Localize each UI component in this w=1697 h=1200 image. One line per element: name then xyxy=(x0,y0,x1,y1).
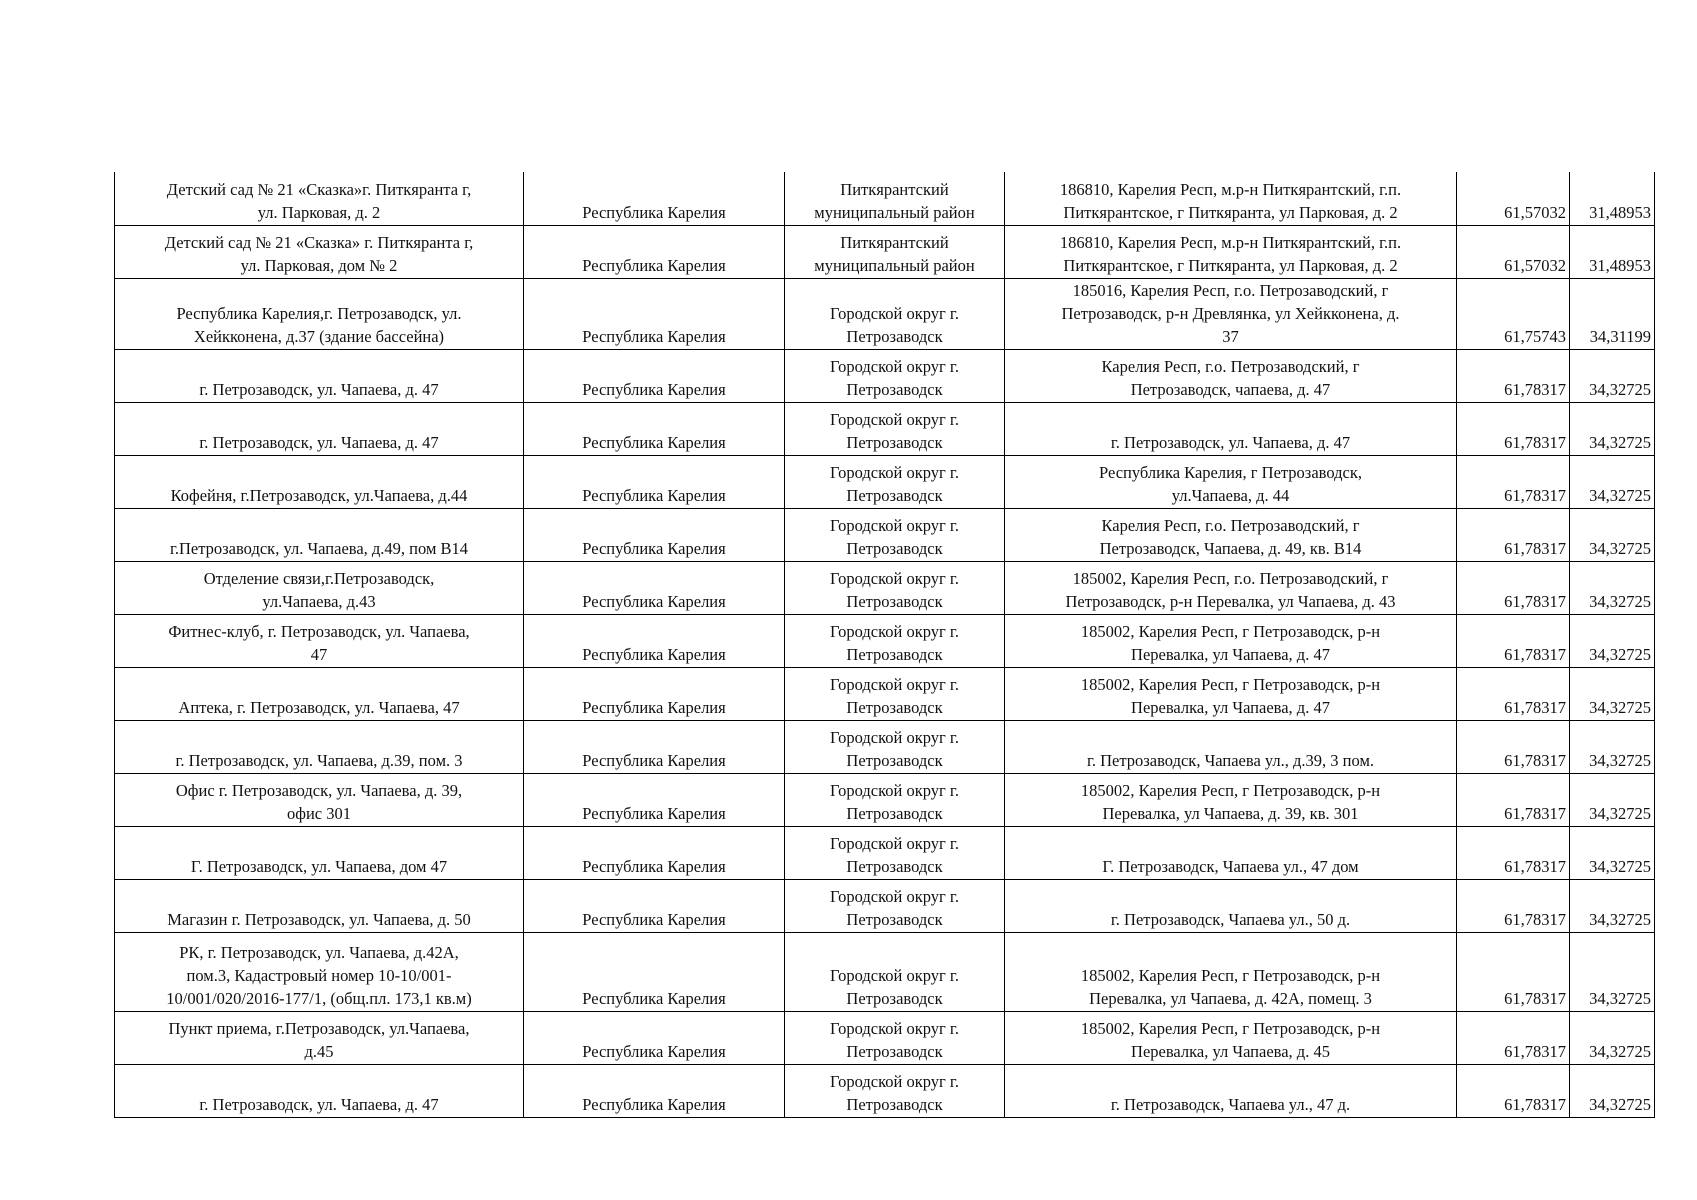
table-row xyxy=(115,932,1655,1011)
municipality-cell: Городской округ г. Петрозаводск xyxy=(785,879,1005,932)
latitude-cell: 61,78317 xyxy=(1457,349,1570,402)
region-cell: Республика Карелия xyxy=(524,172,785,225)
latitude-cell: 61,78317 xyxy=(1457,455,1570,508)
municipality-cell: Городской округ г. Петрозаводск xyxy=(785,773,1005,826)
table-row xyxy=(115,278,1655,349)
table-row xyxy=(115,1064,1655,1117)
object-name-cell: г. Петрозаводск, ул. Чапаева, д. 47 xyxy=(115,402,524,455)
table-row xyxy=(115,172,1655,225)
table-row xyxy=(115,1011,1655,1064)
municipality-cell: Питкярантский муниципальный район xyxy=(785,225,1005,278)
table-body xyxy=(115,172,1655,1117)
object-name-cell: Пункт приема, г.Петрозаводск, ул.Чапаева, д.45 xyxy=(115,1011,524,1064)
object-name-cell: г. Петрозаводск, ул. Чапаева, д. 47 xyxy=(115,349,524,402)
object-name-cell: Республика Карелия,г. Петрозаводск, ул. Хейкконена, д.37 (здание бассейна) xyxy=(115,278,524,349)
object-name-cell: Аптека, г. Петрозаводск, ул. Чапаева, 47 xyxy=(115,667,524,720)
table-row xyxy=(115,402,1655,455)
object-name-cell: Детский сад № 21 «Сказка» г. Питкяранта г, ул. Парковая, дом № 2 xyxy=(115,225,524,278)
table-row xyxy=(115,349,1655,402)
municipality-cell: Городской округ г. Петрозаводск xyxy=(785,826,1005,879)
region-cell: Республика Карелия xyxy=(524,667,785,720)
longitude-cell: 34,32725 xyxy=(1570,667,1655,720)
address-cell: Карелия Респ, г.о. Петрозаводский, г Петрозаводск, Чапаева, д. 49, кв. В14 xyxy=(1005,508,1457,561)
longitude-cell: 31,48953 xyxy=(1570,225,1655,278)
latitude-cell: 61,75743 xyxy=(1457,278,1570,349)
region-cell: Республика Карелия xyxy=(524,932,785,1011)
region-cell: Республика Карелия xyxy=(524,349,785,402)
object-name-cell: г.Петрозаводск, ул. Чапаева, д.49, пом В14 xyxy=(115,508,524,561)
region-cell: Республика Карелия xyxy=(524,614,785,667)
object-name-cell: Детский сад № 21 «Сказка»г. Питкяранта г, ул. Парковая, д. 2 xyxy=(115,172,524,225)
address-table xyxy=(114,172,1655,1118)
address-cell: 186810, Карелия Респ, м.р-н Питкярантский, г.п. Питкярантское, г Питкяранта, ул Парковая, д. 2 xyxy=(1005,172,1457,225)
longitude-cell: 34,32725 xyxy=(1570,826,1655,879)
address-cell: Карелия Респ, г.о. Петрозаводский, г Петрозаводск, чапаева, д. 47 xyxy=(1005,349,1457,402)
object-name-cell: г. Петрозаводск, ул. Чапаева, д.39, пом. 3 xyxy=(115,720,524,773)
longitude-cell: 34,32725 xyxy=(1570,561,1655,614)
latitude-cell: 61,78317 xyxy=(1457,402,1570,455)
table-row xyxy=(115,614,1655,667)
municipality-cell: Городской округ г. Петрозаводск xyxy=(785,455,1005,508)
latitude-cell: 61,78317 xyxy=(1457,720,1570,773)
object-name-cell: Кофейня, г.Петрозаводск, ул.Чапаева, д.44 xyxy=(115,455,524,508)
municipality-cell: Городской округ г. Петрозаводск xyxy=(785,561,1005,614)
table-row xyxy=(115,773,1655,826)
address-cell: Г. Петрозаводск, Чапаева ул., 47 дом xyxy=(1005,826,1457,879)
latitude-cell: 61,78317 xyxy=(1457,1011,1570,1064)
table-row xyxy=(115,455,1655,508)
object-name-cell: г. Петрозаводск, ул. Чапаева, д. 47 xyxy=(115,1064,524,1117)
municipality-cell: Городской округ г. Петрозаводск xyxy=(785,720,1005,773)
region-cell: Республика Карелия xyxy=(524,225,785,278)
region-cell: Республика Карелия xyxy=(524,1011,785,1064)
table-row xyxy=(115,508,1655,561)
table-row xyxy=(115,225,1655,278)
latitude-cell: 61,78317 xyxy=(1457,561,1570,614)
region-cell: Республика Карелия xyxy=(524,720,785,773)
municipality-cell: Городской округ г. Петрозаводск xyxy=(785,1011,1005,1064)
latitude-cell: 61,78317 xyxy=(1457,773,1570,826)
table-row xyxy=(115,720,1655,773)
longitude-cell: 34,32725 xyxy=(1570,614,1655,667)
region-cell: Республика Карелия xyxy=(524,455,785,508)
object-name-cell: РК, г. Петрозаводск, ул. Чапаева, д.42А, пом.3, Кадастровый номер 10-10/001- 10/001/020/2016-177/1, (общ.пл. 173,1 кв.м) xyxy=(115,932,524,1011)
region-cell: Республика Карелия xyxy=(524,402,785,455)
longitude-cell: 34,32725 xyxy=(1570,720,1655,773)
object-name-cell: Фитнес-клуб, г. Петрозаводск, ул. Чапаева, 47 xyxy=(115,614,524,667)
longitude-cell: 34,32725 xyxy=(1570,455,1655,508)
object-name-cell: Г. Петрозаводск, ул. Чапаева, дом 47 xyxy=(115,826,524,879)
address-cell: г. Петрозаводск, Чапаева ул., д.39, 3 пом. xyxy=(1005,720,1457,773)
table-row xyxy=(115,667,1655,720)
region-cell: Республика Карелия xyxy=(524,1064,785,1117)
region-cell: Республика Карелия xyxy=(524,879,785,932)
municipality-cell: Городской округ г. Петрозаводск xyxy=(785,932,1005,1011)
longitude-cell: 34,32725 xyxy=(1570,773,1655,826)
region-cell: Республика Карелия xyxy=(524,773,785,826)
address-cell: 185002, Карелия Респ, г.о. Петрозаводский, г Петрозаводск, р-н Перевалка, ул Чапаева, д. 43 xyxy=(1005,561,1457,614)
latitude-cell: 61,57032 xyxy=(1457,225,1570,278)
longitude-cell: 34,32725 xyxy=(1570,1064,1655,1117)
longitude-cell: 34,31199 xyxy=(1570,278,1655,349)
address-cell: 185002, Карелия Респ, г Петрозаводск, р-н Перевалка, ул Чапаева, д. 47 xyxy=(1005,667,1457,720)
object-name-cell: Отделение связи,г.Петрозаводск, ул.Чапаева, д.43 xyxy=(115,561,524,614)
address-cell: Республика Карелия, г Петрозаводск, ул.Чапаева, д. 44 xyxy=(1005,455,1457,508)
table-row xyxy=(115,826,1655,879)
latitude-cell: 61,78317 xyxy=(1457,614,1570,667)
latitude-cell: 61,78317 xyxy=(1457,508,1570,561)
longitude-cell: 34,32725 xyxy=(1570,349,1655,402)
address-cell: 185016, Карелия Респ, г.о. Петрозаводский, г Петрозаводск, р-н Древлянка, ул Хейкконена, д. 37 xyxy=(1005,278,1457,349)
address-cell: г. Петрозаводск, Чапаева ул., 47 д. xyxy=(1005,1064,1457,1117)
longitude-cell: 34,32725 xyxy=(1570,508,1655,561)
longitude-cell: 34,32725 xyxy=(1570,879,1655,932)
object-name-cell: Магазин г. Петрозаводск, ул. Чапаева, д. 50 xyxy=(115,879,524,932)
latitude-cell: 61,78317 xyxy=(1457,932,1570,1011)
address-cell: 185002, Карелия Респ, г Петрозаводск, р-н Перевалка, ул Чапаева, д. 39, кв. 301 xyxy=(1005,773,1457,826)
region-cell: Республика Карелия xyxy=(524,278,785,349)
latitude-cell: 61,78317 xyxy=(1457,879,1570,932)
address-cell: 185002, Карелия Респ, г Петрозаводск, р-н Перевалка, ул Чапаева, д. 42А, помещ. 3 xyxy=(1005,932,1457,1011)
address-cell: 185002, Карелия Респ, г Петрозаводск, р-н Перевалка, ул Чапаева, д. 45 xyxy=(1005,1011,1457,1064)
object-name-cell: Офис г. Петрозаводск, ул. Чапаева, д. 39, офис 301 xyxy=(115,773,524,826)
longitude-cell: 31,48953 xyxy=(1570,172,1655,225)
longitude-cell: 34,32725 xyxy=(1570,402,1655,455)
latitude-cell: 61,78317 xyxy=(1457,1064,1570,1117)
municipality-cell: Городской округ г. Петрозаводск xyxy=(785,402,1005,455)
region-cell: Республика Карелия xyxy=(524,508,785,561)
table-row xyxy=(115,561,1655,614)
table-row xyxy=(115,879,1655,932)
latitude-cell: 61,78317 xyxy=(1457,667,1570,720)
address-cell: 185002, Карелия Респ, г Петрозаводск, р-н Перевалка, ул Чапаева, д. 47 xyxy=(1005,614,1457,667)
municipality-cell: Городской округ г. Петрозаводск xyxy=(785,614,1005,667)
latitude-cell: 61,78317 xyxy=(1457,826,1570,879)
address-cell: г. Петрозаводск, Чапаева ул., 50 д. xyxy=(1005,879,1457,932)
municipality-cell: Городской округ г. Петрозаводск xyxy=(785,1064,1005,1117)
municipality-cell: Городской округ г. Петрозаводск xyxy=(785,349,1005,402)
region-cell: Республика Карелия xyxy=(524,826,785,879)
municipality-cell: Питкярантский муниципальный район xyxy=(785,172,1005,225)
municipality-cell: Городской округ г. Петрозаводск xyxy=(785,278,1005,349)
longitude-cell: 34,32725 xyxy=(1570,932,1655,1011)
address-cell: 186810, Карелия Респ, м.р-н Питкярантский, г.п. Питкярантское, г Питкяранта, ул Парковая, д. 2 xyxy=(1005,225,1457,278)
address-cell: г. Петрозаводск, ул. Чапаева, д. 47 xyxy=(1005,402,1457,455)
municipality-cell: Городской округ г. Петрозаводск xyxy=(785,508,1005,561)
municipality-cell: Городской округ г. Петрозаводск xyxy=(785,667,1005,720)
region-cell: Республика Карелия xyxy=(524,561,785,614)
latitude-cell: 61,57032 xyxy=(1457,172,1570,225)
longitude-cell: 34,32725 xyxy=(1570,1011,1655,1064)
